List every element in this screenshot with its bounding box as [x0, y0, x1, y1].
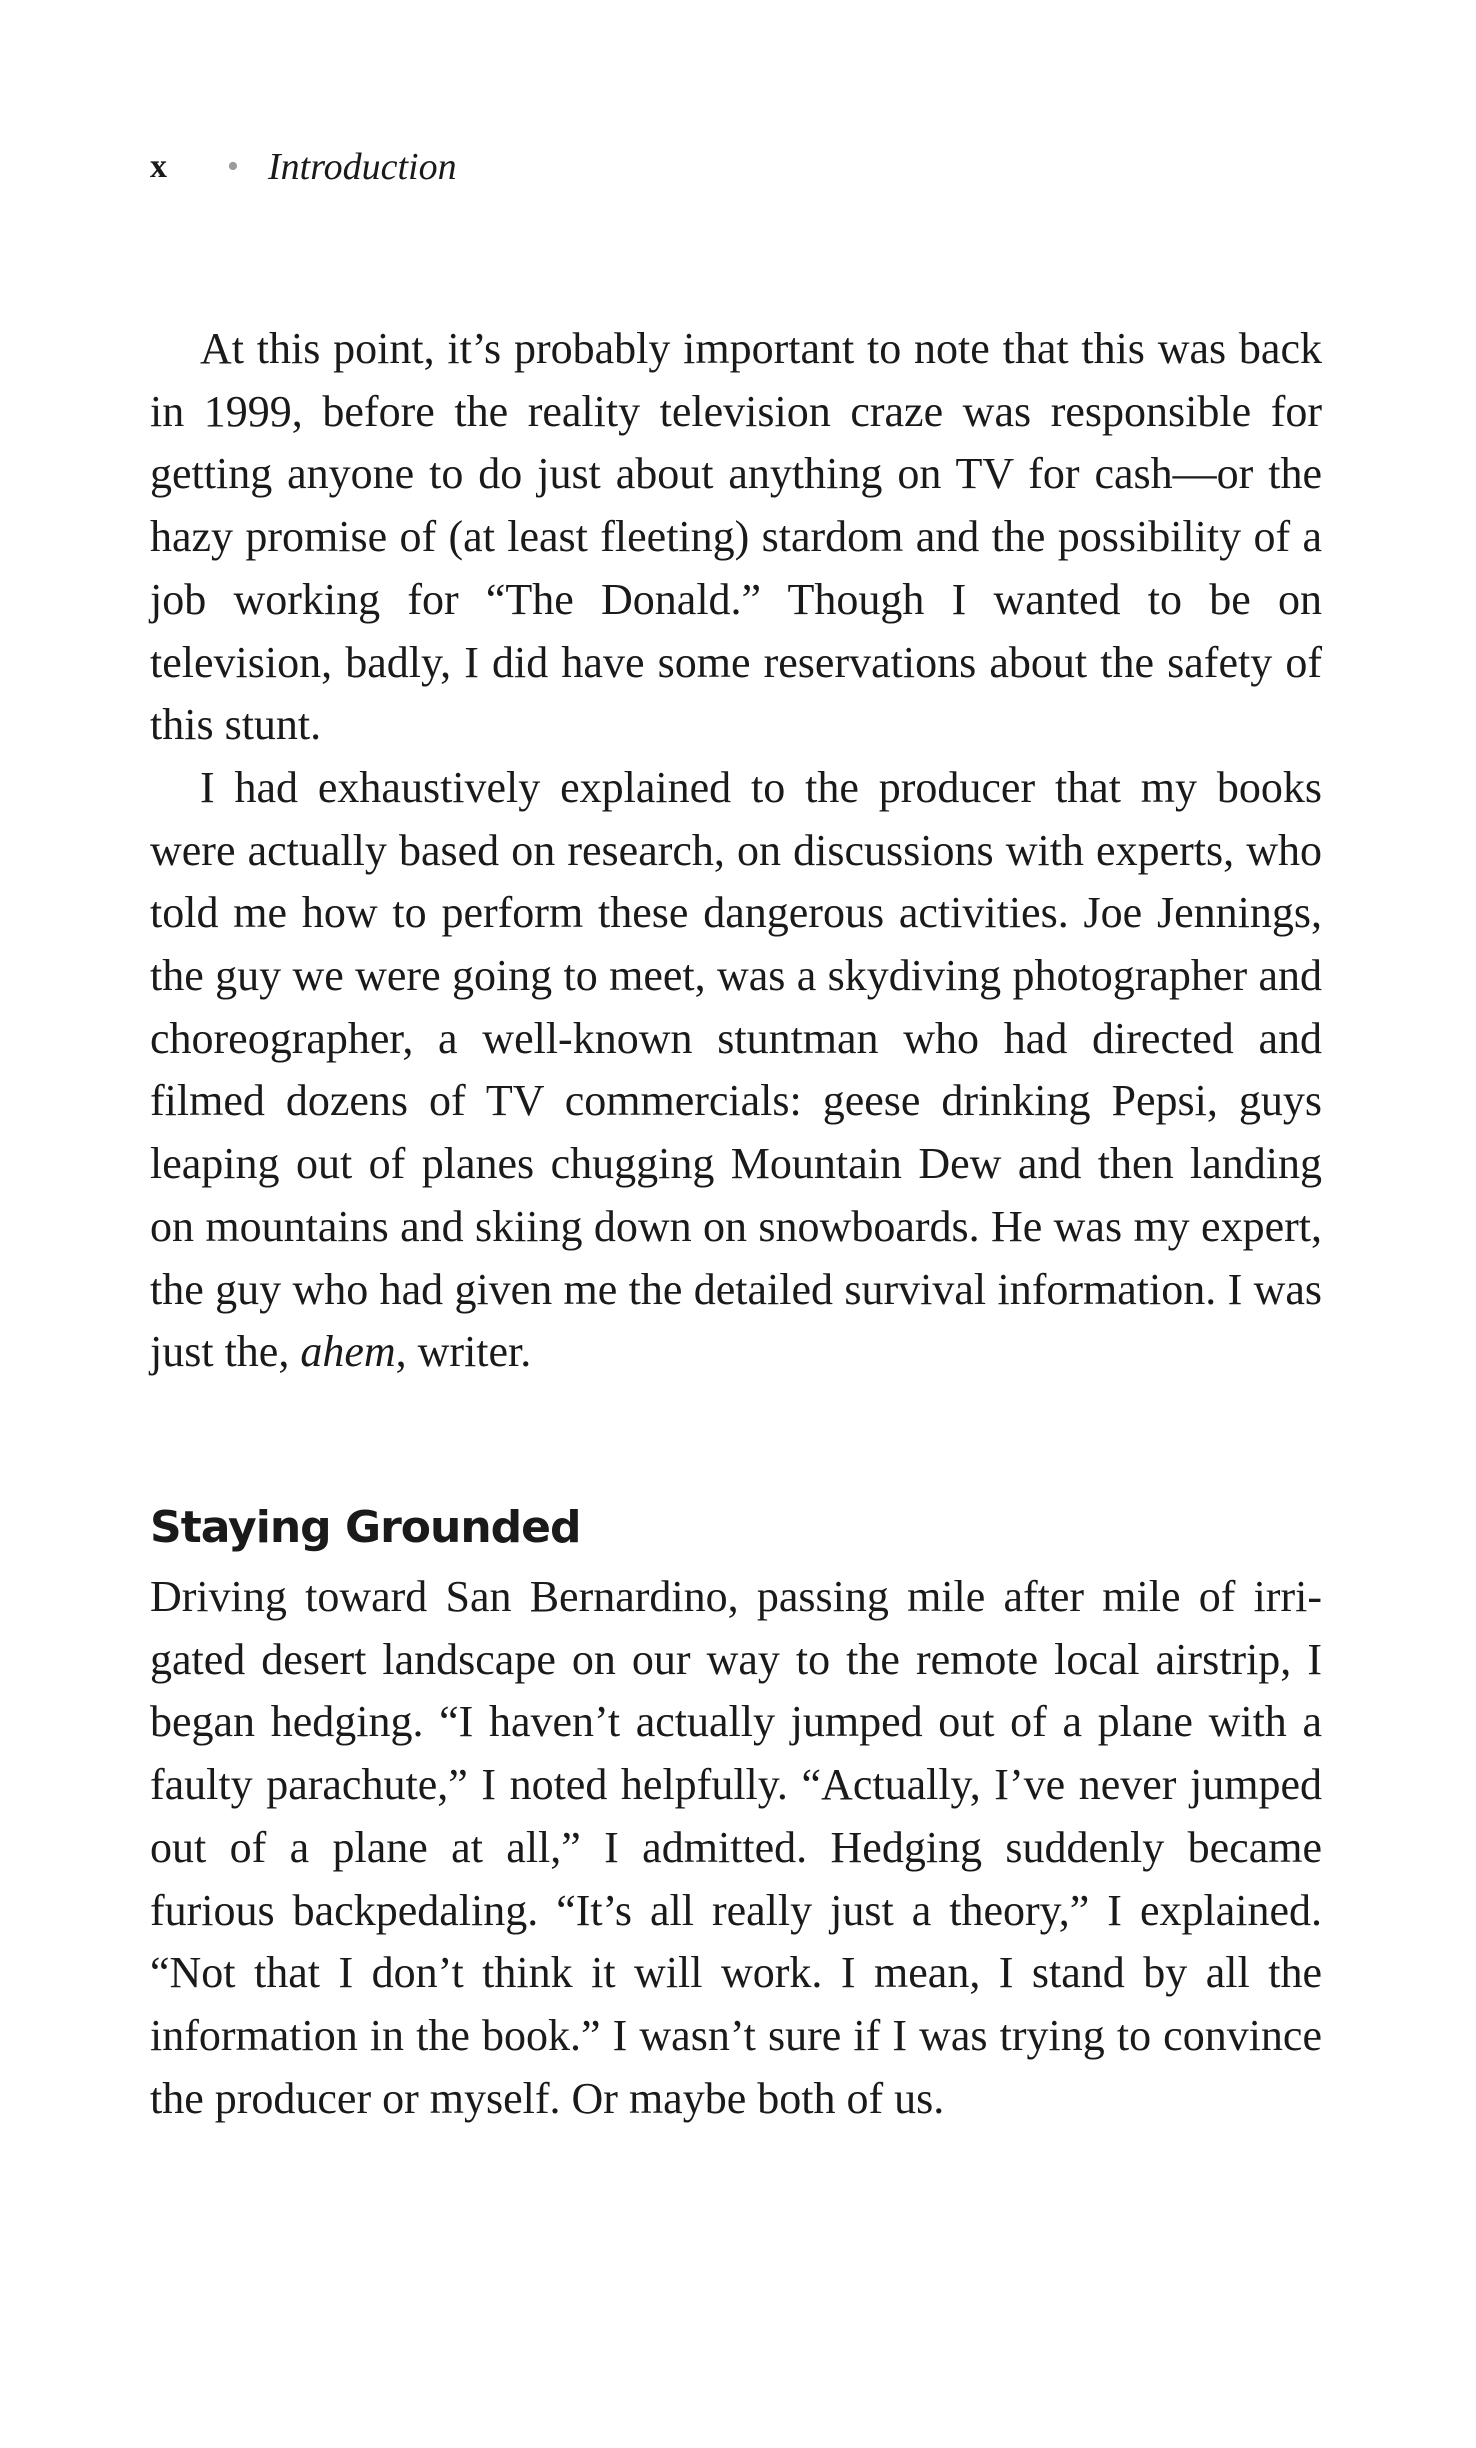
running-head: [150, 142, 457, 192]
body-text-block: [150, 318, 1322, 1384]
paragraph-2-ending: , writer.: [395, 1327, 532, 1377]
section-heading: Staying Grounded: [150, 1502, 581, 1553]
paragraph-2-emphasis: ahem: [300, 1327, 396, 1377]
paragraph-2: [150, 757, 1322, 1384]
paragraph-1: At this point, it’s probably important to note that this was back in 1999, before the reality television craze was responsible for getting anyone to do just about anything on TV for cash—or the hazy promise of (at least fleeting) stardom and the possibility of a job working for “The Donald.” Though I wanted to be on television, badly, I did have some reservations about the safety of this stunt.: [150, 324, 1322, 750]
running-head-section: Introduction: [268, 146, 457, 188]
page-number: x: [150, 148, 167, 185]
section-paragraph: Driving toward San Bernardino, passing mile after mile of irrigated desert landscape on our way to the remote local airstrip, I began hedging. “I haven’t actually jumped out of a plane with a faulty parachute,” I noted helpfully. “Actually, I’ve never jumped out of a plane at all,” I admitted. Hedging suddenly became furious backpedaling. “It’s all really just a theory,” I explained. “Not that I don’t think it will work. I mean, I stand by all the information in the book.” I wasn’t sure if I was trying to convince the producer or myself. Or maybe both of us.: [150, 1572, 1322, 2123]
bullet-separator-icon: •: [227, 148, 239, 185]
section-text-block: [150, 1566, 1322, 2130]
paragraph-2-text: I had exhaustively explained to the producer that my books were actually based on research, on discussions with experts, who told me how to perform these dangerous activities. Joe Jennings, the guy we were going to meet, was a skydiving photographer and choreographer, a well-known stuntman who had directed and filmed dozens of TV commercials: geese drinking Pepsi, guys leaping out of planes chugging Mountain Dew and then landing on mountains and skiing down on snowboards. He was my expert, the guy who had given me the detailed survival information. I was just the,: [150, 762, 1322, 1377]
